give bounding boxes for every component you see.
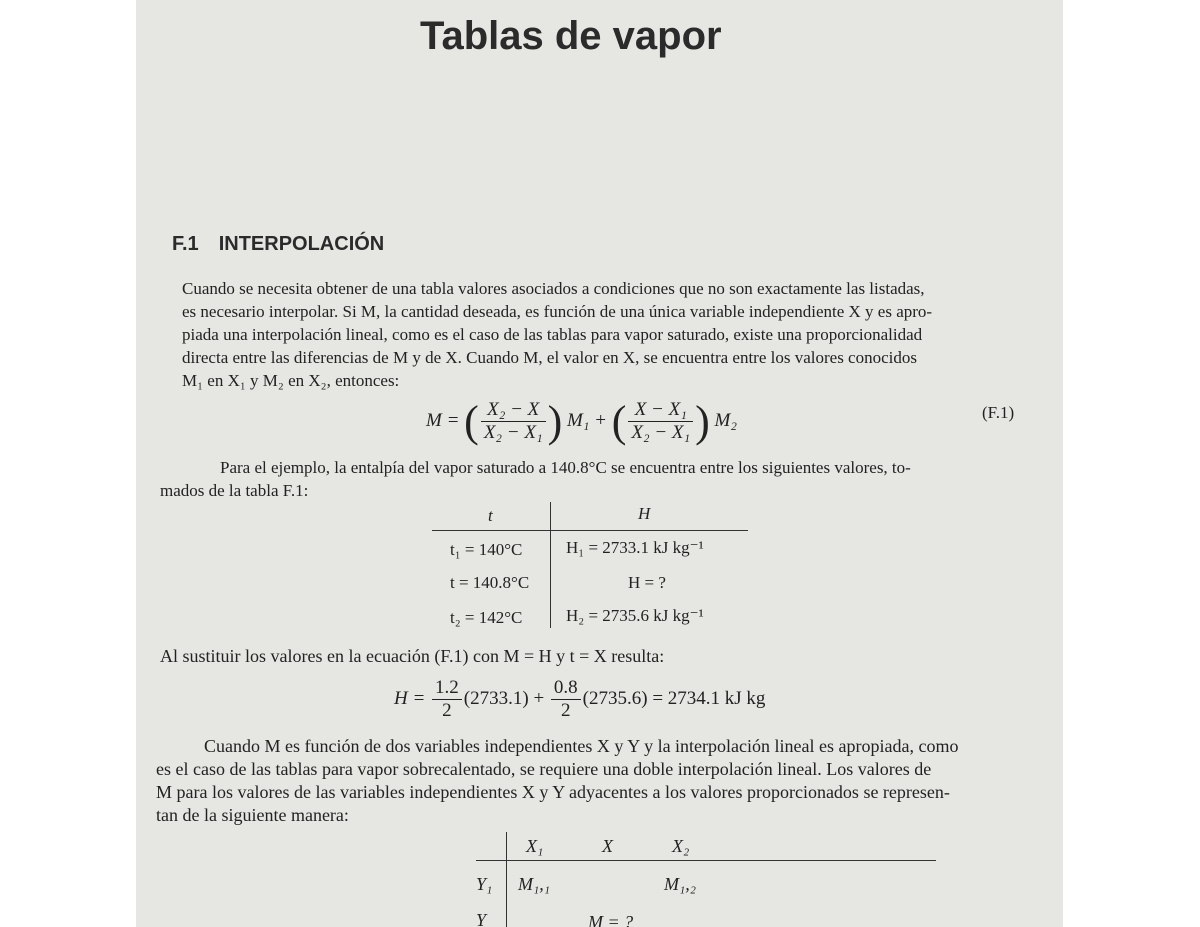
eq-term: (2733.1) + xyxy=(463,687,545,709)
table-cell: t₁ = 140°C xyxy=(450,540,523,559)
section-title: INTERPOLACIÓN xyxy=(218,233,385,255)
enthalpy-table xyxy=(432,500,752,630)
text-line: mados de la tabla F.1: xyxy=(160,481,309,500)
text-line: es necesario interpolar. Si M, la cantidad deseada, es función de una única variable independiente X y es apro- xyxy=(182,302,933,321)
page-title: Tablas de vapor xyxy=(420,14,722,58)
text-line: Para el ejemplo, la entalpía del vapor saturado a 140.8°C se encuentra entre los siguientes valores, to- xyxy=(220,458,911,477)
table-cell: H₁ = 2733.1 kJ kg⁻¹ xyxy=(566,538,704,557)
text-line: es el caso de las tablas para vapor sobrecalentado, se requiere una doble interpolación lineal. Los valores de xyxy=(156,759,932,779)
table-cell: H = ? xyxy=(628,573,666,592)
table-cell: M₁,₂ xyxy=(664,874,697,894)
section-number: F.1 xyxy=(172,233,199,255)
column-header-h: H xyxy=(638,504,651,523)
text-line: tan de la siguiente manera: xyxy=(156,805,349,825)
paren-open-icon: ( xyxy=(611,397,627,446)
fraction xyxy=(481,399,546,444)
book-page xyxy=(136,0,1063,927)
text-line: piada una interpolación lineal, como es el caso de las tablas para vapor saturado, existe una proporcionalidad xyxy=(182,325,923,344)
denominator: X₂ − X₁ xyxy=(483,422,543,443)
equation-f1 xyxy=(426,396,737,447)
text-line: Cuando M es función de dos variables independientes X y Y y la interpolación lineal es apropiada, como xyxy=(204,736,959,756)
double-interp-table xyxy=(476,832,936,927)
numerator: X − X₁ xyxy=(628,399,693,422)
eq-term: M₂ xyxy=(714,409,737,431)
paren-close-icon: ) xyxy=(547,397,563,446)
table-cell: H₂ = 2735.6 kJ kg⁻¹ xyxy=(566,606,704,625)
text-line: M para los valores de las variables independientes X y Y adyacentes a los valores proporcionados se represen- xyxy=(156,782,950,802)
table-cell: M₁,₁ xyxy=(518,874,551,894)
numerator: X₂ − X xyxy=(481,399,546,422)
paren-open-icon: ( xyxy=(464,397,479,446)
substitution-text: Al sustituir los valores en la ecuación (F.1) con M = H y t = X resulta: xyxy=(160,646,665,666)
equation-result xyxy=(394,677,765,722)
table-divider xyxy=(476,860,936,861)
column-header-x2: X₂ xyxy=(672,836,690,856)
table-cell: t₂ = 142°C xyxy=(450,608,523,627)
column-header-x: X xyxy=(602,836,613,856)
text-line: M₁ en X₁ y M₂ en X₂, entonces: xyxy=(182,371,400,390)
table-divider xyxy=(432,530,748,531)
equation-number: (F.1) xyxy=(982,403,1015,422)
fraction xyxy=(628,399,693,444)
fraction xyxy=(432,677,462,722)
table-cell: M = ? xyxy=(588,912,634,927)
denominator: 2 xyxy=(561,700,571,721)
table-divider xyxy=(506,832,507,927)
text-line: directa entre las diferencias de M y de X. Cuando M, el valor en X, se encuentra entre los valores conocidos xyxy=(182,348,917,367)
eq-lhs: M = xyxy=(426,409,460,431)
paragraph-double-interp xyxy=(156,735,1046,827)
table-divider xyxy=(550,502,551,628)
denominator: 2 xyxy=(442,700,452,721)
eq-term: (2735.6) = 2734.1 kJ kg xyxy=(582,687,766,709)
eq-lhs: H = xyxy=(394,687,426,709)
row-header-y: Y xyxy=(476,910,487,927)
paragraph-intro xyxy=(182,277,1022,392)
paren-close-icon: ) xyxy=(695,397,710,446)
section-heading xyxy=(172,233,384,256)
numerator: 1.2 xyxy=(432,677,462,700)
paragraph-example xyxy=(160,456,1030,502)
eq-term: M₁ + xyxy=(566,409,607,431)
table-cell: t = 140.8°C xyxy=(450,573,530,592)
text-line: Cuando se necesita obtener de una tabla valores asociados a condiciones que no son exactamente las listadas, xyxy=(182,279,925,298)
denominator: X₂ − X₁ xyxy=(631,422,691,443)
numerator: 0.8 xyxy=(551,677,581,700)
row-header-y1: Y₁ xyxy=(476,874,493,894)
column-header-x1: X₁ xyxy=(526,836,544,856)
fraction xyxy=(551,677,581,722)
column-header-t: t xyxy=(488,506,493,525)
